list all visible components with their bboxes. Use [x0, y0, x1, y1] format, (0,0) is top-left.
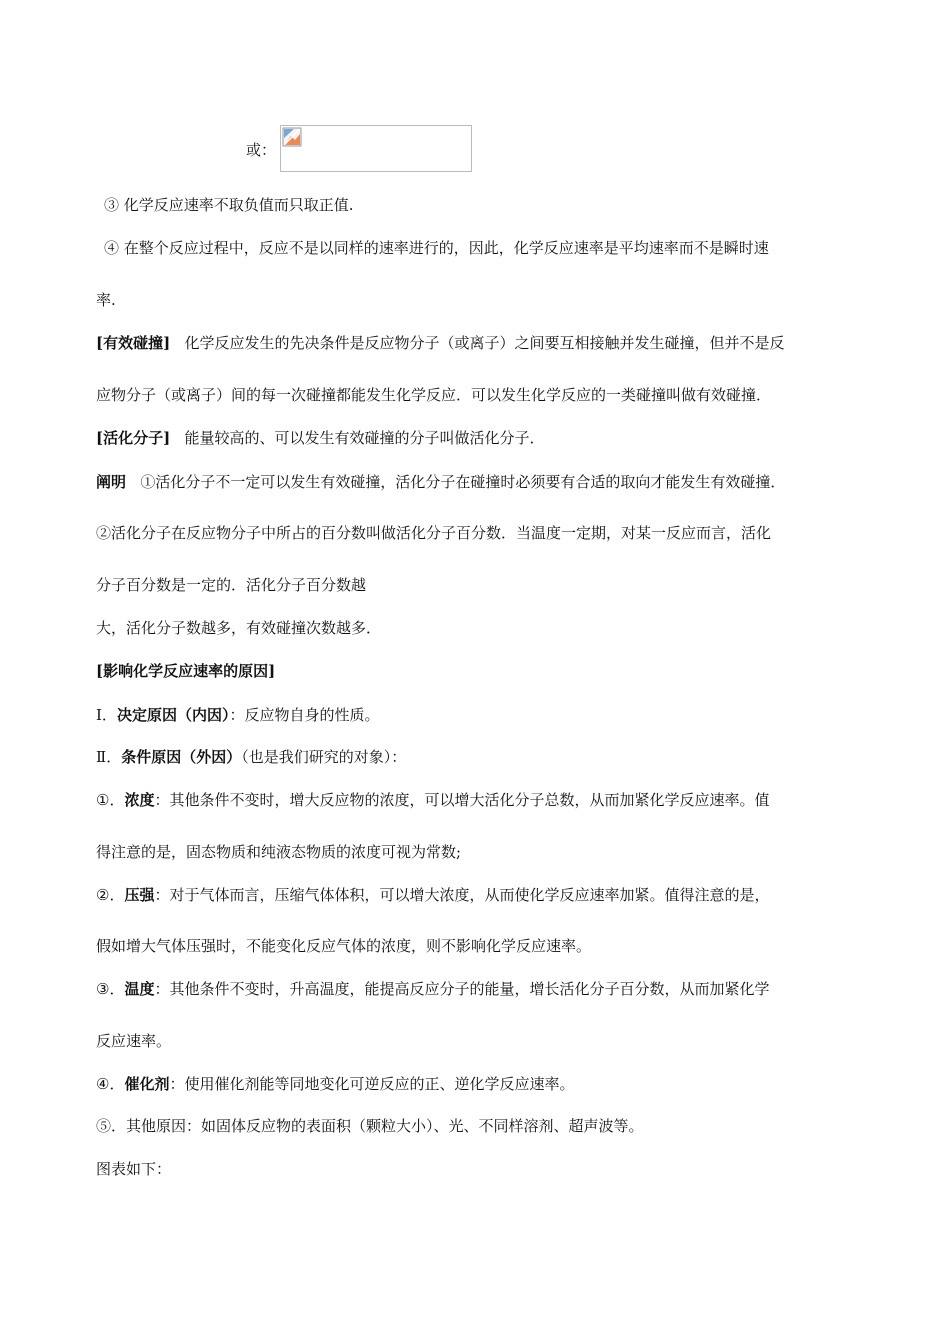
- text-span: 化学反应发生的先决条件是反应物分子（或离子）之间要互相接触并发生碰撞，但并不是反: [184, 334, 785, 352]
- text-line: [96, 790, 769, 810]
- text-span: ：使用催化剂能等同地变化可逆反应的正、逆化学反应速率。: [169, 1075, 575, 1093]
- text-line: 反应速率。: [96, 1032, 172, 1050]
- text-line: 大，活化分子数越多，有效碰撞次数越多．: [96, 619, 382, 637]
- text-line: [96, 333, 785, 353]
- text-span: ①活化分子不一定可以发生有效碰撞，活化分子在碰撞时必须要有合适的取向才能发生有效碰撞．: [140, 473, 786, 491]
- item-number: Ⅱ．: [96, 748, 122, 766]
- item-number: ④．: [96, 1075, 125, 1093]
- item-heading: 温度: [124, 980, 155, 998]
- text-line: ②活化分子在反应物分子中所占的百分数叫做活化分子百分数．当温度一定期，对某一反应而言，活化: [96, 524, 772, 542]
- text-span: （也是我们研究的对象）：: [241, 748, 407, 766]
- text-line: [96, 705, 379, 725]
- term-heading: [有效碰撞]: [96, 334, 171, 352]
- text-line: [96, 747, 406, 767]
- item-number: ②．: [96, 886, 125, 904]
- text-span: ：其他条件不变时，增大反应物的浓度，可以增大活化分子总数，从而加紧化学反应速率。值: [154, 791, 770, 809]
- text-span: ：其他条件不变时，升高温度，能提高反应分子的能量，增长活化分子百分数，从而加紧化学: [154, 980, 770, 998]
- text-line: 率.: [96, 291, 116, 309]
- text-line: ③ 化学反应速率不取负值而只取正值.: [104, 196, 354, 214]
- item-number: ①．: [96, 791, 125, 809]
- item-heading: 条件原因（外因）: [121, 748, 242, 766]
- item-number: Ⅰ．: [96, 706, 117, 724]
- item-heading: 催化剂: [124, 1075, 170, 1093]
- note-heading: 阐明: [96, 473, 127, 491]
- text-line: [96, 885, 769, 905]
- text-line: 得注意的是，固态物质和纯液态物质的浓度可视为常数;: [96, 843, 462, 861]
- formula-image-placeholder: [280, 125, 472, 172]
- text-line: 假如增大气体压强时，不能变化反应气体的浓度，则不影响化学反应速率。: [96, 937, 592, 955]
- text-span: ：对于气体而言，压缩气体体积，可以增大浓度，从而使化学反应速率加紧。值得注意的是，: [154, 886, 770, 904]
- text-line: [96, 979, 769, 999]
- text-span: 能量较高的、可以发生有效碰撞的分子叫做活化分子．: [184, 429, 545, 447]
- section-heading: [影响化学反应速率的原因]: [96, 662, 276, 680]
- term-heading: [活化分子]: [96, 429, 171, 447]
- text-line: 图表如下：: [96, 1160, 172, 1178]
- text-line: ④ 在整个反应过程中，反应不是以同样的速率进行的，因此，化学反应速率是平均速率而不是瞬时速: [104, 239, 769, 257]
- text-line: ⑤．其他原因：如固体反应物的表面积（颗粒大小）、光、不同样溶剂、超声波等。: [96, 1117, 644, 1135]
- item-heading: 浓度: [124, 791, 155, 809]
- item-number: ③．: [96, 980, 125, 998]
- broken-image-icon: [282, 127, 302, 147]
- item-heading: 决定原因（内因）: [116, 706, 230, 724]
- text-span: ：反应物自身的性质。: [229, 706, 380, 724]
- text-line: 应物分子（或离子）间的每一次碰撞都能发生化学反应．可以发生化学反应的一类碰撞叫做有效碰撞．: [96, 386, 772, 404]
- item-heading: 压强: [124, 886, 155, 904]
- text-line: [96, 428, 545, 448]
- formula-label: 或：: [246, 141, 277, 159]
- text-line: [96, 1074, 574, 1094]
- text-line: [96, 472, 785, 492]
- text-line: 分子百分数是一定的．活化分子百分数越: [96, 576, 367, 594]
